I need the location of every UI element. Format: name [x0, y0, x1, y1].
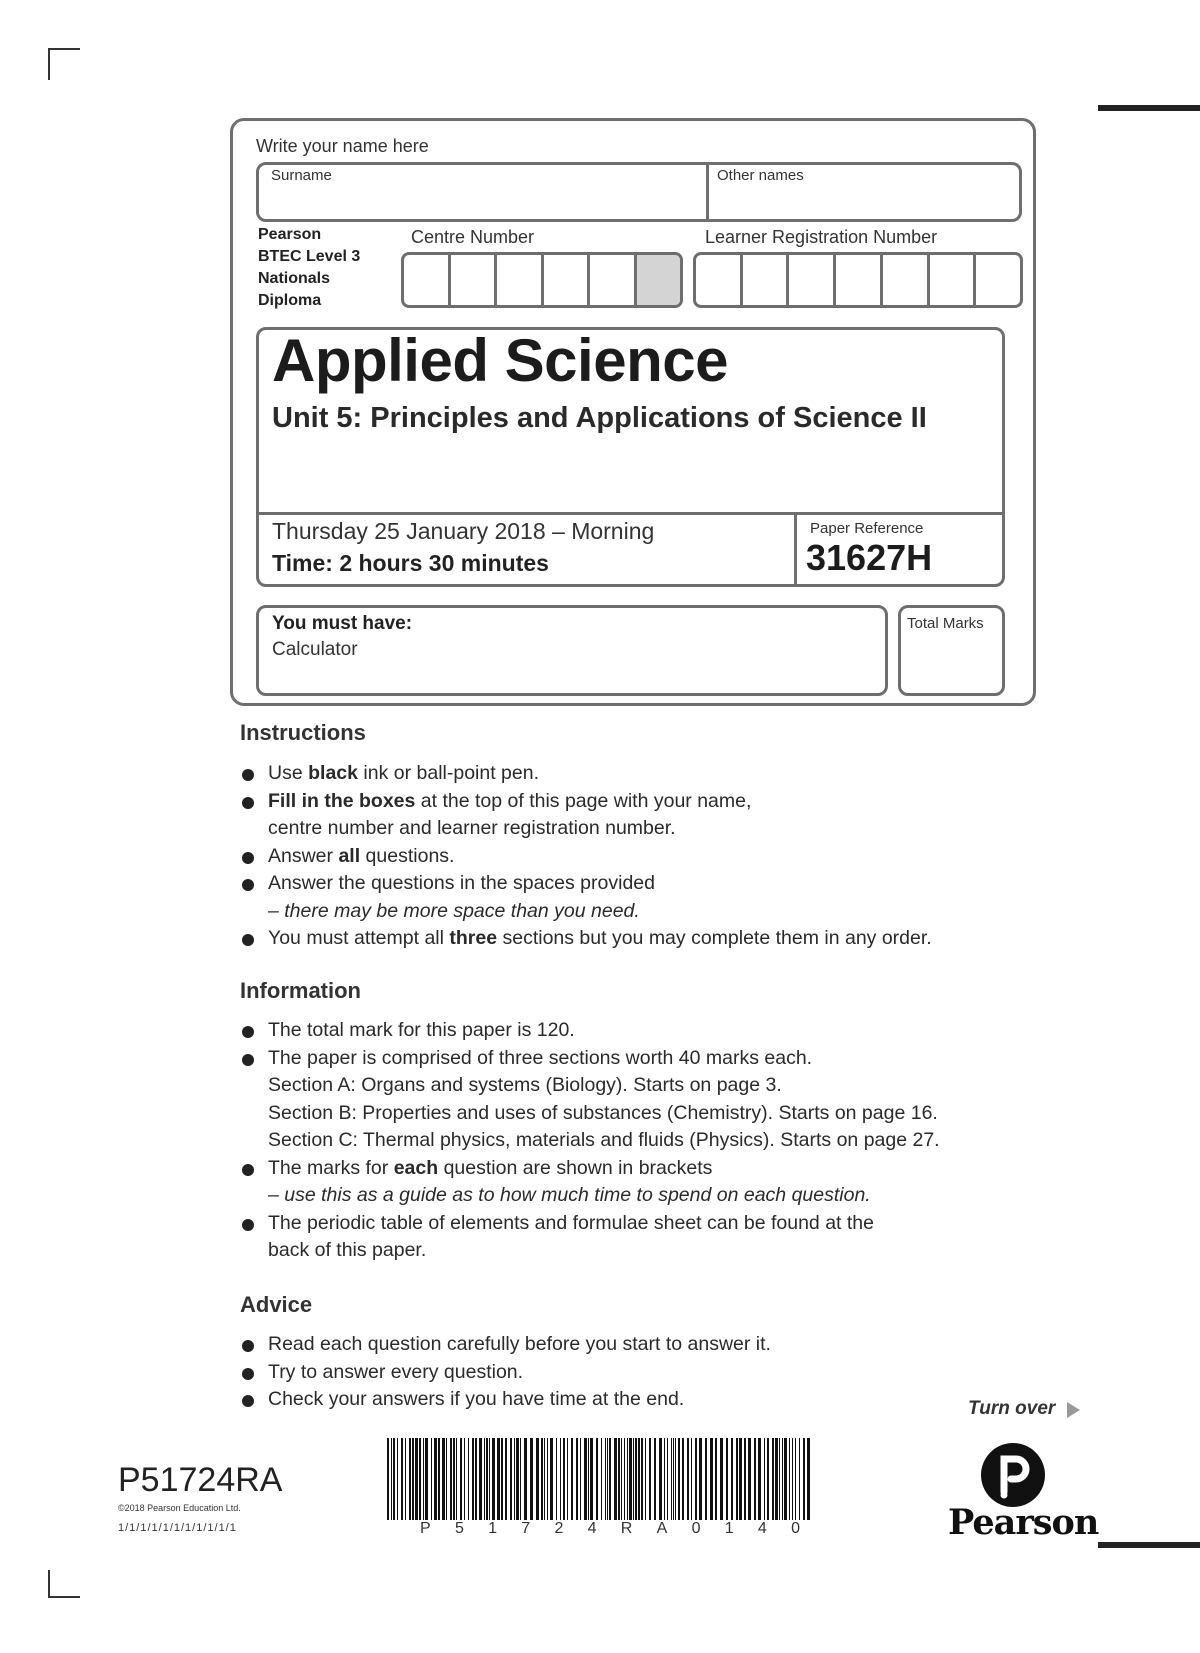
barcode-char: 7 [521, 1520, 531, 1537]
text: question are shown in brackets [438, 1156, 713, 1179]
list-item [240, 1331, 1000, 1359]
barcode-bar [484, 1438, 485, 1520]
barcode-char: 2 [554, 1520, 564, 1537]
barcode-bar [664, 1438, 665, 1520]
learner-registration-cell[interactable] [743, 255, 790, 305]
barcode-bar [739, 1438, 742, 1520]
surname-label: Surname [271, 167, 332, 184]
barcode-bar [596, 1438, 598, 1520]
learner-registration-boxes[interactable] [693, 252, 1023, 308]
paper-code: P51724RA [118, 1461, 283, 1499]
centre-number-cell[interactable] [590, 255, 637, 305]
edge-bar-top [1098, 105, 1200, 111]
barcode-bar [405, 1438, 406, 1520]
list-item [240, 1359, 1000, 1387]
barcode-bar [431, 1438, 432, 1520]
emphasis: three [449, 927, 498, 949]
crop-mark-bottom [48, 1570, 80, 1598]
advice-heading: Advice [240, 1292, 313, 1317]
barcode-bar [393, 1438, 395, 1520]
information-heading: Information [240, 978, 361, 1003]
barcode-bar [541, 1438, 543, 1520]
barcode-bar [731, 1438, 733, 1520]
list-item [240, 1210, 1000, 1265]
barcode-bar [456, 1438, 457, 1520]
barcode-char: 4 [587, 1520, 597, 1537]
barcode-bar [412, 1438, 414, 1520]
list-item [240, 760, 1000, 788]
barcode-bar [401, 1438, 403, 1520]
barcode-char: 1 [724, 1520, 734, 1537]
text: – use this as a guide as to how much time to spend on each question. [268, 1184, 871, 1206]
barcode-bar [758, 1438, 761, 1520]
barcode-bar [423, 1438, 424, 1520]
barcode-bar [590, 1438, 593, 1520]
list-item [240, 870, 1000, 925]
list-item [240, 1045, 1000, 1155]
barcode-bar [792, 1438, 793, 1520]
barcode-bar [563, 1438, 565, 1520]
barcode-bar [409, 1438, 411, 1520]
barcode-bar [556, 1438, 557, 1520]
barcode-char: R [620, 1520, 633, 1537]
barcode-bar [795, 1438, 796, 1520]
learner-registration-cell[interactable] [976, 255, 1020, 305]
text: Section C: Thermal physics, materials and fluids (Physics). Starts on page 27. [268, 1129, 940, 1151]
pearson-logo-icon [980, 1442, 1046, 1508]
barcode-bar [621, 1438, 622, 1520]
qualification-line: BTEC Level 3 [258, 248, 361, 265]
text: sections but you may complete them in any order. [497, 927, 932, 949]
name-divider [706, 162, 709, 222]
barcode-bar [530, 1438, 533, 1520]
requirements-title: You must have: [272, 613, 413, 634]
text: Read each question carefully before you start to answer it. [268, 1333, 771, 1355]
barcode-bar [748, 1438, 751, 1520]
barcode-bar [654, 1438, 656, 1520]
barcode-bar [772, 1438, 774, 1520]
text: The marks for [268, 1156, 394, 1179]
list-item [240, 1386, 1000, 1414]
barcode-bar [807, 1438, 810, 1520]
barcode-bar [675, 1438, 676, 1520]
barcode-bar [624, 1438, 625, 1520]
paper-reference-label: Paper Reference [810, 520, 924, 537]
barcode-bar [434, 1438, 437, 1520]
barcode-bar [645, 1438, 646, 1520]
barcode-bar [560, 1438, 561, 1520]
barcode-bar [544, 1438, 545, 1520]
list-item [240, 925, 1000, 953]
barcode-bar [673, 1438, 674, 1520]
barcode-bar [391, 1438, 392, 1520]
barcode-bar [464, 1438, 465, 1520]
barcode-bar [524, 1438, 527, 1520]
barcode-bar [782, 1438, 783, 1520]
barcode-bar [633, 1438, 634, 1520]
barcode-bar [754, 1438, 756, 1520]
list-item [240, 843, 1000, 871]
barcode-bar [659, 1438, 662, 1520]
emphasis: Fill in the boxes [268, 789, 416, 812]
barcode-bar [415, 1438, 418, 1520]
requirements-item: Calculator [272, 639, 358, 660]
barcode-bar [744, 1438, 746, 1520]
barcode-bar [505, 1438, 507, 1520]
text: Section A: Organs and systems (Biology). Starts on page 3. [268, 1074, 782, 1096]
barcode-bar [547, 1438, 548, 1520]
barcode-bar [629, 1438, 632, 1520]
unit-title: Unit 5: Principles and Applications of Science II [272, 402, 927, 434]
barcode-bar [649, 1438, 651, 1520]
barcode-bar [510, 1438, 512, 1520]
barcode-bar [715, 1438, 717, 1520]
barcode-char: P [420, 1520, 431, 1537]
total-marks-label: Total Marks [907, 615, 984, 632]
barcode-bar [460, 1438, 462, 1520]
barcode-bar [489, 1438, 490, 1520]
text: Try to answer every question. [268, 1360, 524, 1383]
barcode-char: 4 [757, 1520, 767, 1537]
barcode-bar [667, 1438, 668, 1520]
barcode-bar [720, 1438, 723, 1520]
text: Answer [268, 844, 339, 867]
advice-list [240, 1331, 1000, 1414]
barcode-bar [764, 1438, 765, 1520]
barcode-bar [550, 1438, 553, 1520]
text: ink or ball-point pen. [357, 762, 540, 784]
barcode-bar [438, 1438, 440, 1520]
write-name-label: Write your name here [256, 136, 429, 156]
barcode-bar [425, 1438, 428, 1520]
barcode-bar [635, 1438, 637, 1520]
text: questions. [360, 844, 455, 867]
text: You must attempt all [268, 927, 450, 949]
text: at the top of this page with your name, [415, 789, 752, 812]
barcode-bar [576, 1438, 578, 1520]
barcode-bar [497, 1438, 500, 1520]
emphasis: black [308, 762, 358, 784]
centre-number-boxes[interactable] [401, 252, 683, 308]
centre-number-cell[interactable] [451, 255, 498, 305]
barcode-bar [779, 1438, 780, 1520]
centre-number-cell[interactable] [404, 255, 451, 305]
print-code: 1/1/1/1/1/1/1/1/1/1/1 [118, 1522, 237, 1534]
text: Section B: Properties and uses of substances (Chemistry). Starts on page 16. [268, 1101, 938, 1124]
barcode-bar [520, 1438, 521, 1520]
barcode-bar [614, 1438, 617, 1520]
barcode-bar [638, 1438, 640, 1520]
barcode-bar [475, 1438, 477, 1520]
text: Answer the questions in the spaces provided [268, 872, 655, 894]
list-item [240, 788, 1000, 843]
barcode-bar [799, 1438, 800, 1520]
barcode-bar [691, 1438, 692, 1520]
pearson-wordmark: Pearson [948, 1502, 1099, 1543]
barcode-bar [803, 1438, 805, 1520]
barcode-bar [784, 1438, 787, 1520]
learner-registration-cell[interactable] [836, 255, 883, 305]
barcode-bar [588, 1438, 589, 1520]
centre-number-label: Centre Number [411, 227, 535, 247]
barcode-bar [516, 1438, 519, 1520]
barcode-bar [775, 1438, 778, 1520]
centre-number-cell-shaded [637, 255, 681, 305]
qualification-line: Nationals [258, 270, 331, 287]
barcode-char: 0 [691, 1520, 701, 1537]
learner-registration-label: Learner Registration Number [705, 227, 938, 247]
barcode-char: A [656, 1520, 668, 1537]
barcode-text [420, 1520, 800, 1538]
crop-mark-top [48, 48, 80, 80]
turn-over-arrow-icon [1067, 1402, 1080, 1418]
barcode [385, 1438, 813, 1520]
barcode-bar [472, 1438, 474, 1520]
barcode-bar [678, 1438, 680, 1520]
barcode-char: 0 [791, 1520, 800, 1537]
barcode-bar [607, 1438, 608, 1520]
barcode-bar [397, 1438, 398, 1520]
barcode-bar [446, 1438, 447, 1520]
list-item [240, 1017, 1000, 1045]
barcode-bar [710, 1438, 713, 1520]
text: Use [268, 762, 309, 784]
copyright: ©2018 Pearson Education Ltd. [118, 1503, 241, 1513]
barcode-bar [450, 1438, 452, 1520]
barcode-bar [789, 1438, 790, 1520]
barcode-bar [442, 1438, 445, 1520]
barcode-bar [453, 1438, 455, 1520]
barcode-char: 1 [488, 1520, 498, 1537]
text: The paper is comprised of three sections worth 40 marks each. [268, 1046, 813, 1069]
barcode-bar [705, 1438, 707, 1520]
surname-field[interactable] [260, 190, 700, 218]
barcode-bar [682, 1438, 684, 1520]
barcode-bar [726, 1438, 728, 1520]
barcode-bar [736, 1438, 738, 1520]
barcode-bar [468, 1438, 469, 1520]
barcode-bar [699, 1438, 702, 1520]
barcode-bar [501, 1438, 503, 1520]
centre-number-cell[interactable] [497, 255, 544, 305]
barcode-bar [584, 1438, 587, 1520]
barcode-bar [627, 1438, 628, 1520]
paper-ref-divider [794, 514, 797, 585]
instructions-list [240, 760, 1000, 953]
barcode-bar [609, 1438, 611, 1520]
barcode-bar [695, 1438, 697, 1520]
learner-registration-cell[interactable] [789, 255, 836, 305]
learner-registration-cell[interactable] [883, 255, 930, 305]
text: The periodic table of elements and formulae sheet can be found at the [268, 1211, 874, 1234]
text: centre number and learner registration number. [268, 817, 676, 839]
qualification-label [258, 224, 360, 312]
barcode-bar [486, 1438, 488, 1520]
information-list [240, 1017, 1000, 1265]
barcode-bar [687, 1438, 689, 1520]
title-divider [258, 512, 1003, 515]
barcode-bar [492, 1438, 495, 1520]
barcode-bar [571, 1438, 573, 1520]
other-names-field[interactable] [712, 190, 1012, 218]
turn-over-label: Turn over [968, 1398, 1056, 1419]
text: The total mark for this paper is 120. [268, 1019, 575, 1041]
text: back of this paper. [268, 1239, 427, 1261]
barcode-bar [605, 1438, 606, 1520]
subject-title: Applied Science [272, 327, 728, 394]
barcode-bar [419, 1438, 421, 1520]
learner-registration-cell[interactable] [696, 255, 743, 305]
barcode-bar [671, 1438, 672, 1520]
barcode-bar [601, 1438, 602, 1520]
barcode-bar [567, 1438, 568, 1520]
barcode-bar [641, 1438, 643, 1520]
exam-date: Thursday 25 January 2018 – Morning [272, 518, 655, 544]
paper-reference: 31627H [806, 537, 933, 578]
barcode-bar [580, 1438, 581, 1520]
barcode-bar [479, 1438, 482, 1520]
barcode-bar [536, 1438, 539, 1520]
text: Check your answers if you have time at the end. [268, 1388, 685, 1410]
exam-duration: Time: 2 hours 30 minutes [272, 550, 549, 576]
qualification-line: Pearson [258, 226, 322, 243]
barcode-bar [387, 1438, 389, 1520]
qualification-line: Diploma [258, 292, 322, 309]
barcode-bar [618, 1438, 620, 1520]
centre-number-cell[interactable] [544, 255, 591, 305]
barcode-bar [514, 1438, 515, 1520]
barcode-char: 5 [454, 1520, 464, 1537]
instructions-heading: Instructions [240, 720, 366, 745]
emphasis: all [338, 844, 361, 867]
list-item [240, 1155, 1000, 1210]
text: – there may be more space than you need. [268, 899, 640, 922]
learner-registration-cell[interactable] [930, 255, 977, 305]
barcode-bar [767, 1438, 769, 1520]
other-names-label: Other names [717, 167, 804, 184]
emphasis: each [393, 1156, 439, 1179]
edge-bar-bottom [1098, 1542, 1200, 1548]
